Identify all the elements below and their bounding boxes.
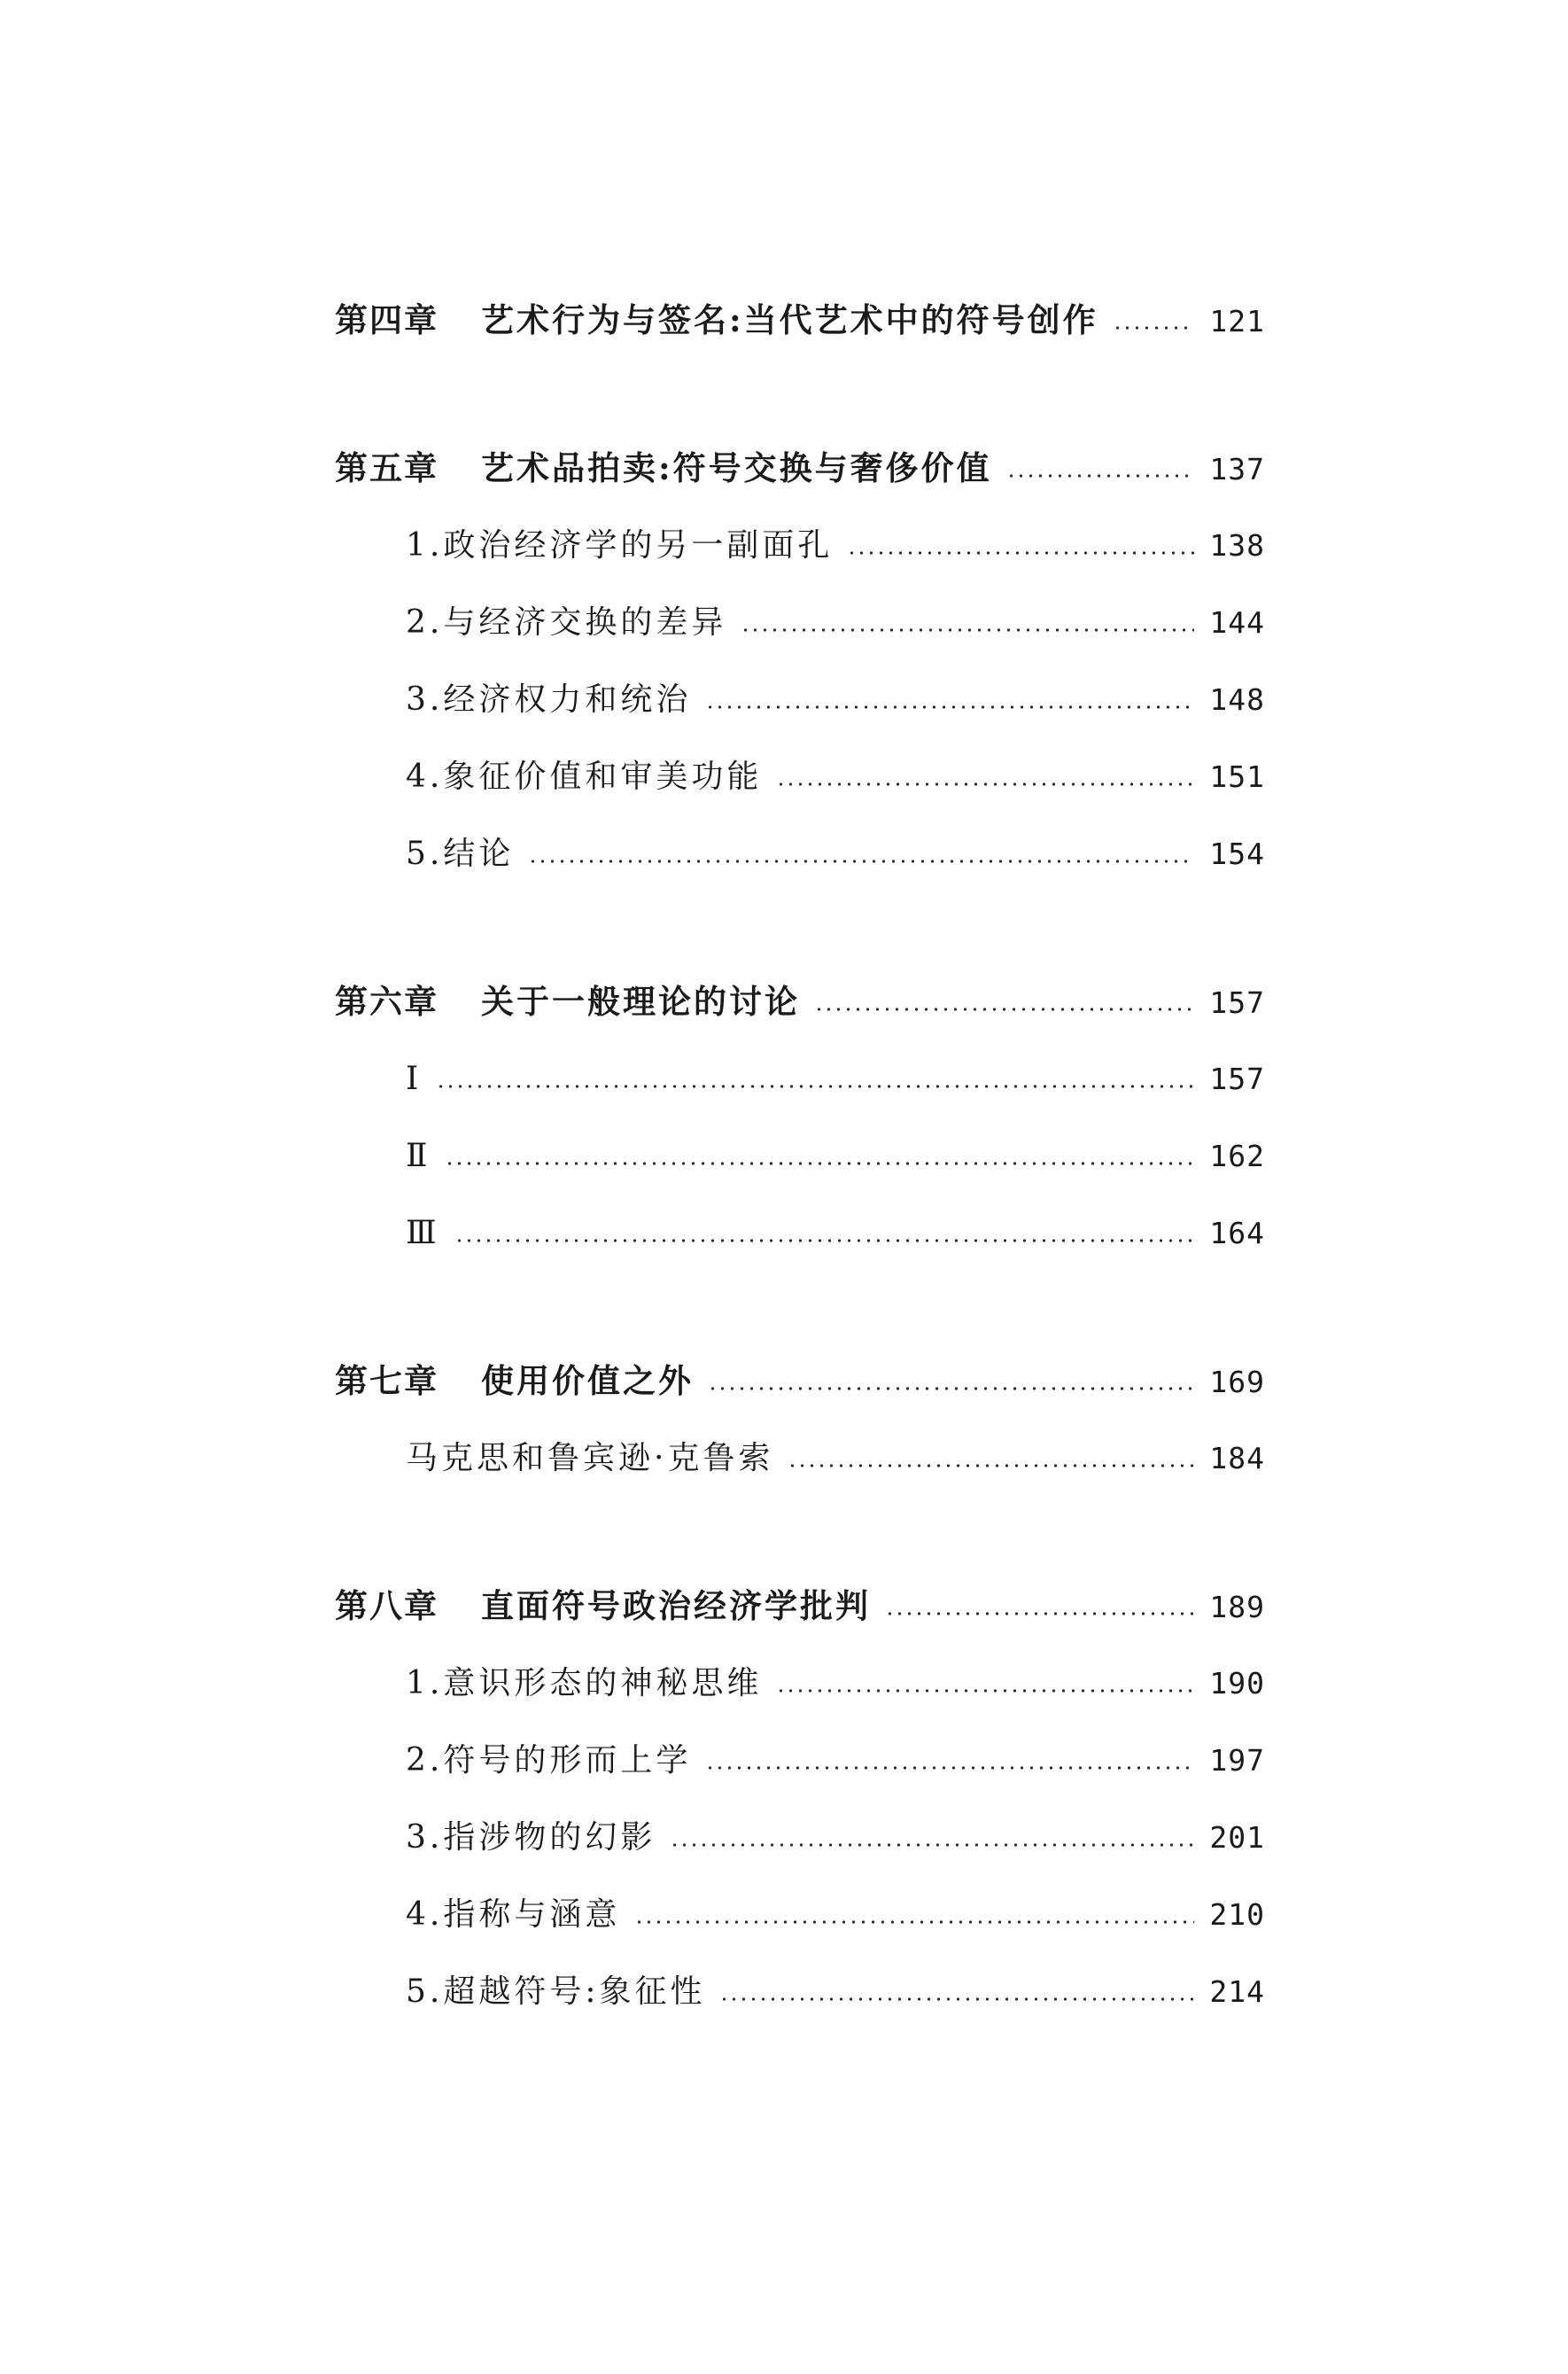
dot-leader	[788, 1464, 1194, 1467]
section-entry[interactable]	[335, 1876, 1265, 1953]
chapter-heading[interactable]	[335, 282, 1265, 359]
section-title: 3.指涉物的幻影	[406, 1819, 656, 1856]
dot-leader	[528, 860, 1194, 863]
page-number: 189	[1209, 1590, 1265, 1624]
section-title: 1.政治经济学的另一副面孔	[406, 527, 834, 564]
section-entry[interactable]	[335, 738, 1265, 815]
dot-leader	[445, 1162, 1194, 1165]
section-title: 4.象征价值和审美功能	[406, 759, 763, 795]
chapter-title: 艺术品拍卖:符号交换与奢侈价值	[481, 448, 992, 487]
page-number: 137	[1209, 452, 1265, 486]
chapter-heading[interactable]	[335, 430, 1265, 507]
chapter-number: 第八章	[335, 1586, 439, 1625]
page-number: 121	[1209, 304, 1265, 339]
section-entry[interactable]	[335, 1645, 1265, 1722]
dot-leader	[705, 1766, 1194, 1770]
dot-leader	[719, 1997, 1194, 2001]
section-entry[interactable]	[335, 584, 1265, 661]
section-entry[interactable]	[335, 507, 1265, 584]
page-number: 201	[1209, 1820, 1265, 1855]
section-title: 4.指称与涵意	[406, 1896, 621, 1933]
section-title: 5.结论	[406, 836, 515, 872]
section-title: 3.经济权力和统治	[406, 681, 692, 718]
section-entry[interactable]	[335, 1953, 1265, 2030]
page-number: 169	[1209, 1365, 1265, 1399]
section-entry[interactable]	[335, 1117, 1265, 1195]
section-title: 2.与经济交换的差异	[406, 604, 727, 641]
page-number: 157	[1209, 1062, 1265, 1096]
section-title: 1.意识形态的神秘思维	[406, 1665, 763, 1701]
chapter-title: 直面符号政治经济学批判	[481, 1586, 871, 1625]
chapter-heading[interactable]	[335, 1568, 1265, 1645]
chapter-heading[interactable]	[335, 1343, 1265, 1420]
section-entry[interactable]	[335, 1799, 1265, 1876]
section-entry[interactable]	[335, 1195, 1265, 1272]
dot-leader	[1006, 474, 1194, 478]
page-number: 148	[1209, 682, 1265, 717]
section-title: Ⅲ	[406, 1215, 440, 1251]
chapter-heading[interactable]	[335, 963, 1265, 1040]
chapter-number: 第七章	[335, 1361, 439, 1400]
page-number: 154	[1209, 837, 1265, 871]
chapter-4	[335, 282, 1265, 359]
chapter-7	[335, 1343, 1265, 1497]
dot-leader	[705, 705, 1194, 709]
dot-leader	[670, 1843, 1194, 1847]
dot-leader	[708, 1387, 1194, 1390]
dot-leader	[454, 1239, 1194, 1242]
section-title: 2.符号的形而上学	[406, 1742, 692, 1779]
dot-leader	[634, 1920, 1194, 1924]
section-title: 马克思和鲁宾逊·克鲁索	[406, 1440, 774, 1476]
page-number: 190	[1209, 1666, 1265, 1701]
page-number: 138	[1209, 528, 1265, 563]
page-number: 162	[1209, 1139, 1265, 1173]
page-number: 184	[1209, 1441, 1265, 1475]
section-title: Ⅰ	[406, 1061, 423, 1097]
section-entry[interactable]	[335, 815, 1265, 892]
dot-leader	[776, 1689, 1194, 1693]
chapter-number: 第五章	[335, 448, 439, 487]
page-number: 164	[1209, 1216, 1265, 1250]
chapter-6	[335, 963, 1265, 1272]
section-entry[interactable]	[335, 1420, 1265, 1497]
page-number: 157	[1209, 985, 1265, 1020]
page-number: 151	[1209, 759, 1265, 794]
section-entry[interactable]	[335, 1722, 1265, 1799]
section-entry[interactable]	[335, 1040, 1265, 1117]
dot-leader	[885, 1612, 1194, 1615]
dot-leader	[847, 551, 1194, 555]
dot-leader	[776, 782, 1194, 786]
chapter-title: 使用价值之外	[481, 1361, 694, 1400]
page-number: 210	[1209, 1897, 1265, 1932]
dot-leader	[1113, 326, 1194, 330]
chapter-title: 关于一般理论的讨论	[481, 982, 800, 1021]
chapter-5	[335, 430, 1265, 892]
table-of-contents	[335, 282, 1265, 2101]
dot-leader	[436, 1085, 1194, 1088]
page-number: 214	[1209, 1974, 1265, 2009]
section-title: Ⅱ	[406, 1138, 431, 1174]
section-title: 5.超越符号:象征性	[406, 1973, 706, 2010]
chapter-number: 第六章	[335, 982, 439, 1021]
page-number: 144	[1209, 605, 1265, 640]
chapter-title: 艺术行为与签名:当代艺术中的符号创作	[481, 300, 1098, 339]
dot-leader	[741, 628, 1194, 632]
chapter-number: 第四章	[335, 300, 439, 339]
section-entry[interactable]	[335, 661, 1265, 738]
chapter-8	[335, 1568, 1265, 2030]
dot-leader	[814, 1008, 1194, 1011]
page-number: 197	[1209, 1743, 1265, 1778]
